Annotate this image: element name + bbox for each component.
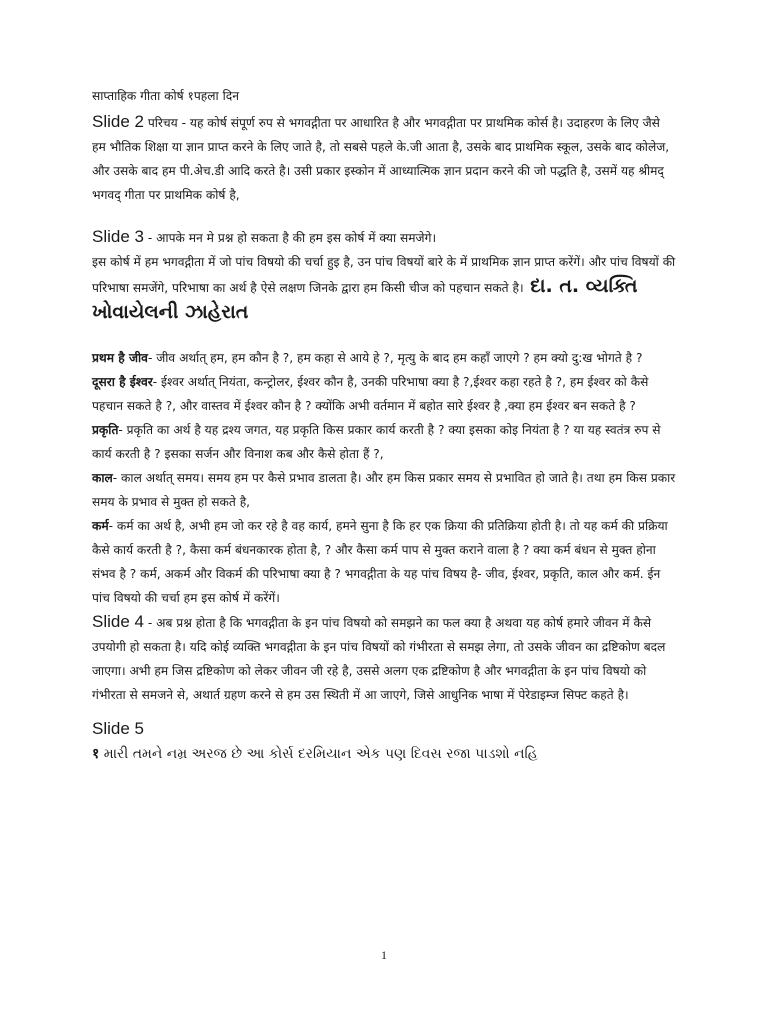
slide-3-body-text: इस कोर्ष में हम भगवद्गीता में जो पांच विषयो की चर्चा हुइ है, उन पांच विषयों बारे के में प्राथमिक ज्ञान प्राप्त करेंगें। और पांच विषयों की परिभाषा समजेंगे, परिभाषा का अर्थ है ऐसे लक्षण जिनके द्वारा हम किसी चीज को पहचान सकते है।: [92, 255, 676, 295]
topic-text: - प्रकृति का अर्थ है यह द्रश्य जगत, यह प्रकृति किस प्रकार कार्य करती है ? क्या इसका कोइ नियंता है ? या यह स्वतंत्र रुप से कार्य करती है ? इसका सर्जन और विनाश कब और कैसे होता हैं ?,: [92, 423, 661, 461]
topic-label: कर्म: [92, 519, 109, 533]
spacer: [92, 207, 676, 225]
slide-2-label: Slide 2: [92, 112, 144, 131]
slide-3-body: [92, 250, 676, 326]
slide-5-label: Slide 5: [92, 719, 144, 738]
topic-label: प्रथम है जीव: [92, 351, 148, 365]
slide-5-line: [92, 742, 676, 766]
page-number: 1: [381, 948, 387, 962]
topic-text: - काल अर्थात् समय। समय हम पर कैसे प्रभाव डालता है। और हम किस प्रकार समय से प्रभावित हो जाते है। तथा हम किस प्रकार समय के प्रभाव से मुक्त हो सकते है,: [92, 471, 676, 509]
gujarati-heading: દા. ત. વ્યક્તિ ખોવાયેલની ઝાહેરાત: [92, 275, 638, 323]
slide-2-paragraph: [92, 110, 676, 207]
spacer: [92, 326, 676, 346]
slide-3-label: Slide 3: [92, 227, 144, 246]
topic-text: - ईश्वर अर्थात् नियंता, कन्ट्रोलर, ईश्वर कौन है, उनकी परिभाषा क्या है ?,ईश्वर कहा रहते है ?, हम ईश्वर को कैसे पहचान सकते है ?, और वास्तव में ईश्वर कौन है ? क्योंकि अभी वर्तमान में बहोत सारे ईश्वर है ,क्या हम ईश्वर बन सकते है ?: [92, 375, 649, 413]
topic-label: दूसरा है ईश्वर: [92, 375, 153, 389]
topic-label: प्रकृति: [92, 423, 119, 437]
slide-3-intro-text: - आपके मन मे प्रश्न हो सकता है की हम इस कोर्ष में क्या समजेगे।: [143, 231, 437, 245]
topic-text: - जीव अर्थात् हम, हम कौन है ?, हम कहा से आये हे ?, मृत्यु के बाद हम कहाँ जाएगे ? हम क्यो दु:ख भोगते है ?: [147, 351, 643, 365]
document-title: साप्ताहिक गीता कोर्ष १पहला दिन: [92, 89, 239, 103]
topic-kala: [92, 466, 676, 514]
topic-ishvara: [92, 370, 676, 418]
slide-5-heading: [92, 717, 676, 742]
topic-karma: [92, 514, 676, 610]
slide-4-label: Slide 4: [92, 612, 144, 631]
topic-jiva: [92, 346, 676, 370]
topic-text: - कर्म का अर्थ है, अभी हम जो कर रहे है वह कार्य, हमने सुना है कि हर एक क्रिया की प्रतिक्रिया होती है। तो यह कर्म की प्रक्रिया कैसे कार्य करती है ?, कैसा कर्म बंधनकारक होता है, ? और कैसा कर्म पाप से मुक्त कराने वाला है ? क्या कर्म बंधन से मुक्त होना संभव है ? कर्म, अकर्म और विकर्म की परिभाषा क्या है ? भगवद्गीता के यह पांच विषय है- जीव, ईश्वर, प्रकृति, काल और कर्म. ईन पांच विषयो की चर्चा हम इस कोर्ष में करेंगें।: [92, 519, 668, 605]
spacer: [92, 707, 676, 717]
slide-5-number: १: [92, 746, 100, 762]
slide-5-text: મારી તમને નમ્ર અરજ છે આ કોર્સ દરમિયાન એક પણ દિવસ રજા પાડશો નહિ: [99, 746, 538, 762]
slide-3-intro: [92, 225, 676, 250]
topic-prakriti: [92, 418, 676, 466]
topic-label: काल: [92, 471, 113, 485]
slide-4-paragraph: [92, 610, 676, 707]
slide-2-text: परिचय - यह कोर्ष संपूर्ण रुप से भगवद्गीता पर आधारित है और भगवद्गीता पर प्राथमिक कोर्स है। उदाहरण के लिए जैसे हम भौतिक शिक्षा या ज्ञान प्राप्त करने के लिए जाते है, तो सबसे पहले के.जी आता है, उसके बाद प्राथमिक स्कूल, उसके बाद कोलेज, और उसके बाद हम पी.अेच.डी आदि करते है। उसी प्रकार इस्कोन में आध्यात्मिक ज्ञान प्रदान करने की जो पद्धति है, उसमें यह श्रीमद् भगवद् गीता पर प्राथमिक कोर्ष है,: [92, 116, 670, 202]
slide-4-text: - अब प्रश्न होता है कि भगवद्गीता के इन पांच विषयो को समझने का फल क्या है अथवा यह कोर्ष हमारे जीवन में कैसे उपयोगी हो सकता है। यदि कोई व्यक्ति भगवद्गीता के इन पांच विषयों को गंभीरता से समझ लेगा, तो उसके जीवन का द्रष्टिकोण बदल जाएगा। अभी हम जिस द्रष्टिकोण को लेकर जीवन जी रहे है, उससे अलग एक द्रष्टिकोण है और भगवद्गीता के इन पांच विषयो को गंभीरता से समजने से, अथार्त ग्रहण करने से हम उस स्थिती में आ जाएगे, जिसे आधुनिक भाषा में पेरेडाइम्ज सिफ्ट कहते है।: [92, 616, 666, 702]
